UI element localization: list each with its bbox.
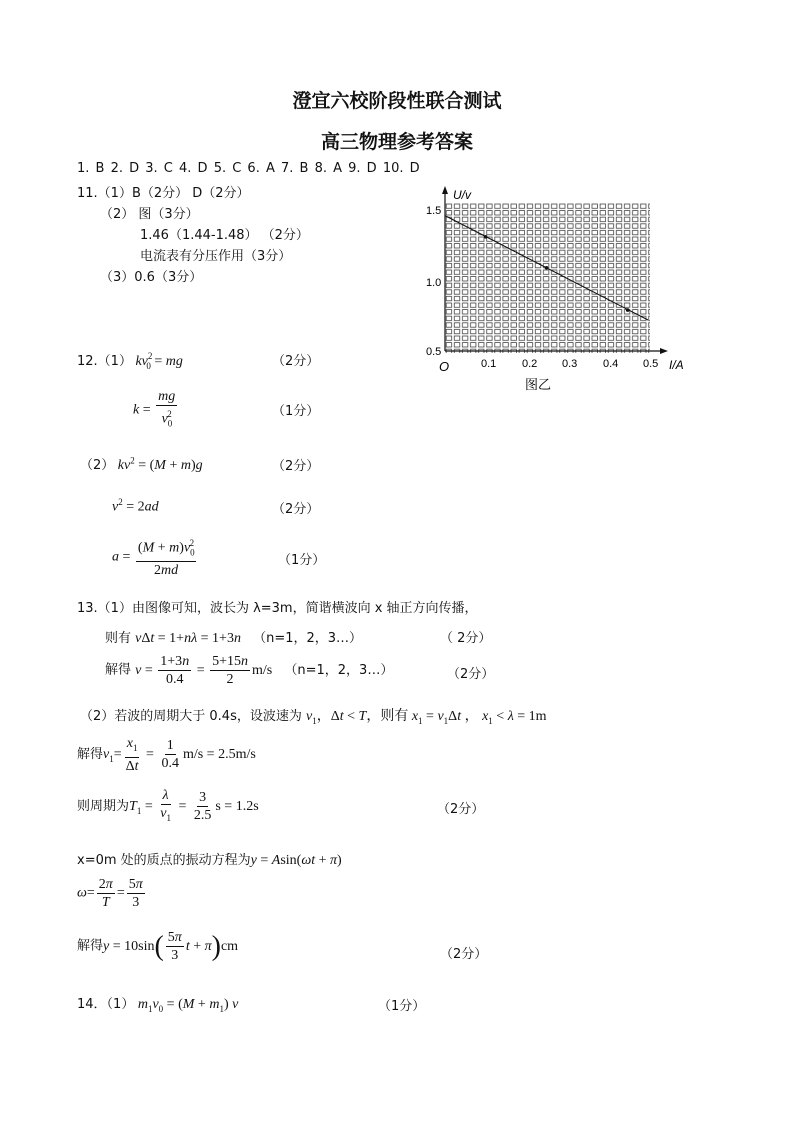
graph-caption: 图乙 — [525, 377, 552, 392]
mc-answers: 1. B 2. D 3. C 4. D 5. C 6. A 7. B 8. A 9. D 10. D — [77, 161, 420, 176]
q11-line3: 1.46（1.44-1.48） （2分） — [140, 228, 309, 243]
q14-eq1: $m_1v_0 = (M + m_1)$ v — [137, 997, 239, 1014]
q12-score1: （2分） — [272, 354, 320, 369]
x-tick-0-5: 0.5 — [643, 358, 659, 370]
q12-score3: （2分） — [272, 459, 320, 474]
q11-line1: 11.（1）B（2分） D（2分） — [77, 186, 250, 201]
q13-line7: x=0m 处的质点的振动方程为y = Asin(ωt + π) — [77, 853, 342, 868]
origin-label: O — [439, 359, 450, 374]
q12-score2: （1分） — [272, 404, 320, 419]
q12-eq2: k = $\frac{mg}{v_0^2}$ — [133, 389, 176, 429]
q12-eq5: a = $\frac{(M + m)v_0^2}{2md}$ — [112, 538, 195, 579]
q13-line5: 解得$v_1=$ $\frac{x_1}{\Delta t}$ = $\frac{1}{0.4}$ m/s = 2.5m/s — [77, 736, 256, 774]
grid-area — [445, 203, 650, 353]
y-tick-1-5: 1.5 — [426, 205, 442, 217]
x-axis-arrow — [660, 348, 668, 354]
x-tick-0-3: 0.3 — [562, 358, 578, 370]
q12-score4: （2分） — [272, 502, 320, 517]
data-point — [626, 308, 630, 312]
q13-score6: （2分） — [437, 802, 485, 817]
q12-line1: 12.（1） $kv_{20}$ = mg — [77, 350, 183, 371]
q13-eq4: $v_1$，Δt < T，则有 $x_1 = v_1\Delta t$ ， $x_1 < \lambda = 1m$ — [306, 709, 547, 726]
exam-title: 澄宜六校阶段性联合测试 — [292, 90, 502, 112]
q12-eq3: $kv^2 = (M + m)g$ — [117, 455, 203, 473]
q13-score3: （2分） — [447, 667, 495, 682]
q11-line5: （3）0.6（3分） — [100, 270, 203, 285]
q13-eq3: v = $\frac{1+3n}{0.4}$ = $\frac{5+15n}{2}$ m/s — [135, 654, 273, 687]
page-subtitle: 高三物理参考答案 — [320, 131, 473, 153]
q13-score2: （ 2分） — [440, 631, 492, 646]
q13-line1: 13.（1）由图像可知，波长为 λ=3m，简谐横波向 x 轴正方向传播， — [77, 601, 478, 616]
q12-eq4: $v^2 = 2ad$ — [112, 497, 159, 515]
y-axis-arrow — [442, 186, 448, 194]
q11-line4: 电流表有分压作用（3分） — [140, 249, 292, 264]
q14-score1: （1分） — [378, 999, 426, 1014]
q13-line2: 则有 vΔt = 1+nλ = 1+3n （n=1，2，3…） — [105, 631, 363, 646]
q13-line9: 解得y = 10sin( $\frac{5\pi}{3}$ t + π)cm — [77, 930, 239, 963]
q13-line3: 解得 v = $\frac{1+3n}{0.4}$ = $\frac{5+15n}{2}$ m/s （n=1，2，3…） — [105, 654, 394, 687]
data-point — [545, 266, 549, 270]
y-axis-label: U/v — [453, 188, 471, 202]
y-tick-0-5: 0.5 — [426, 346, 442, 358]
q14-line1: 14．（1） $m_1v_0 = (M + m_1)$ v — [77, 997, 239, 1014]
q13-score9: （2分） — [440, 947, 488, 962]
q12-score5: （1分） — [278, 553, 326, 568]
y-tick-1-0: 1.0 — [426, 277, 442, 289]
x-axis-label: I/A — [669, 358, 684, 372]
q13-eq5: $v_1=$ $\frac{x_1}{\Delta t}$ = $\frac{1}{0.4}$ m/s = 2.5m/s — [103, 736, 256, 774]
q13-eq9: y = 10sin( $\frac{5\pi}{3}$ t + π)cm — [103, 930, 239, 963]
q13-eq6: $T_1$ = $\frac{\lambda}{v_1}$ = $\frac{3}{2.5}$ s = 1.2s — [129, 788, 259, 824]
data-point — [484, 235, 488, 239]
ui-graph — [415, 183, 705, 393]
q12-eq1: $kv_{20}$ = mg — [135, 350, 183, 371]
x-tick-0-2: 0.2 — [522, 358, 538, 370]
q13-eq2: vΔt = 1+nλ = 1+3n — [135, 631, 241, 646]
q11-line2: （2） 图（3分） — [100, 207, 199, 222]
q13-eq7: y = Asin(ωt + π) — [250, 853, 342, 868]
q13-line6: 则周期为$T_1$ = $\frac{\lambda}{v_1}$ = $\frac{3}{2.5}$ s = 1.2s — [77, 788, 259, 824]
x-tick-0-4: 0.4 — [603, 358, 619, 370]
q13-eq8: ω= $\frac{2\pi}{T}$ = $\frac{5\pi}{3}$ — [77, 877, 143, 910]
q12-line3: （2） $kv^2 = (M + m)g$ — [80, 455, 203, 473]
q13-line4: （2）若波的周期大于 0.4s，设波速为 $v_1$，Δt < T，则有 $x_1 = v_1\Delta t$ ， $x_1 < \lambda = 1m$ — [80, 709, 547, 726]
x-tick-0-1: 0.1 — [481, 358, 497, 370]
